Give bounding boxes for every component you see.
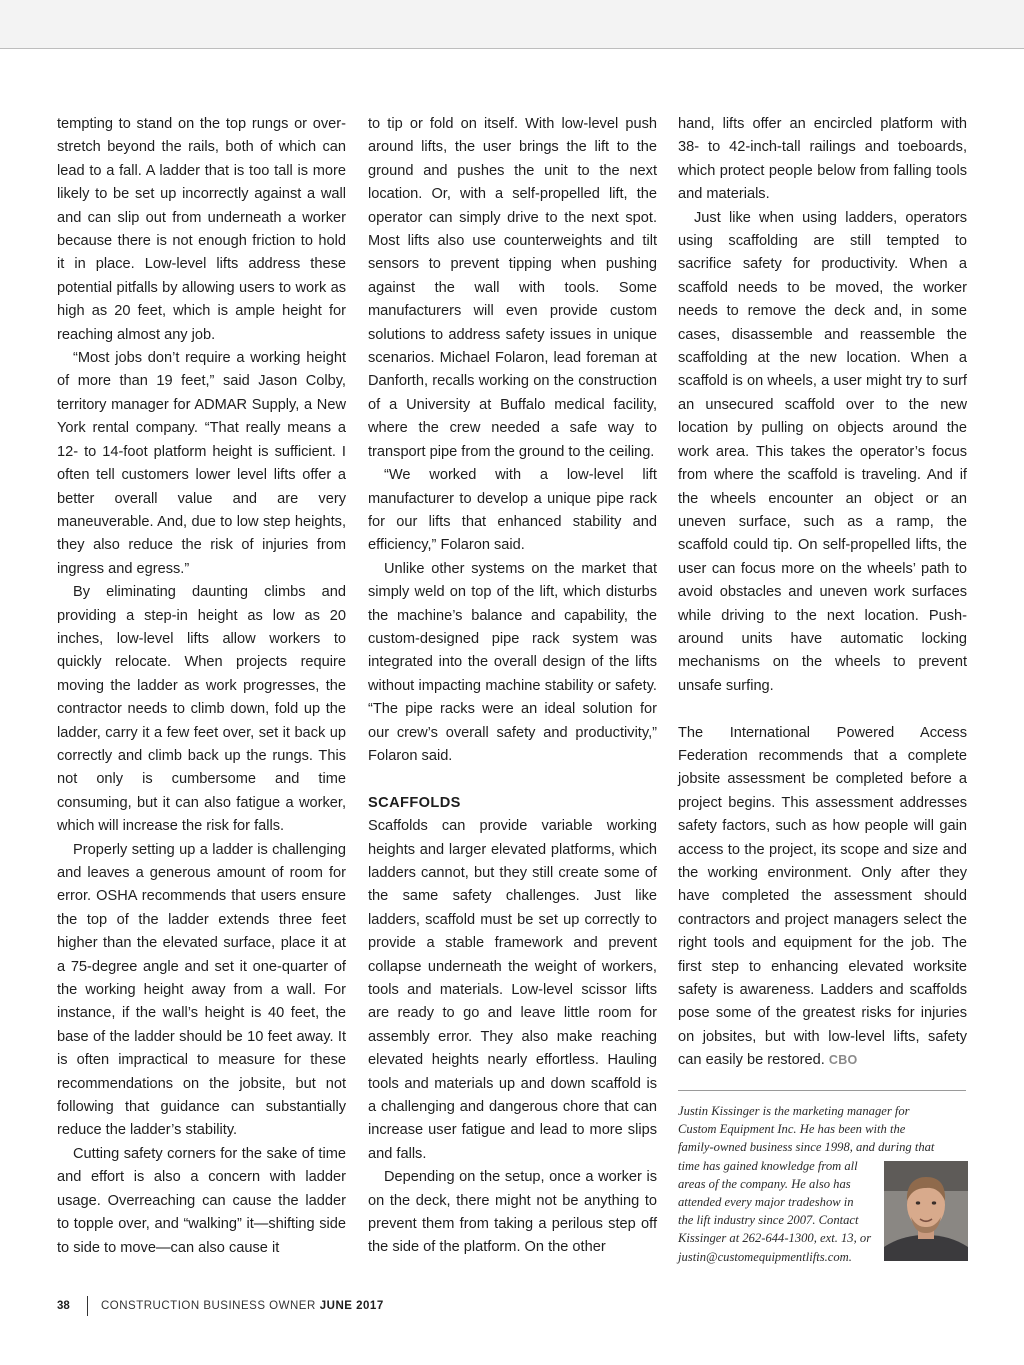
end-mark: CBO xyxy=(828,1053,858,1068)
paragraph: “We worked with a low-level lift manufacturer to develop a unique pipe rack for our lifts that enhanced stability and efficiency,” Folaron said. xyxy=(368,467,657,554)
paragraph: hand, lifts offer an encircled platform with 38- to 42-inch-tall railings and toeboards, which protect people below from falling tools and materials. xyxy=(678,116,967,203)
bio-line: time has gained knowledge from all xyxy=(678,1158,858,1173)
page-footer xyxy=(57,1296,384,1316)
bio-line: areas of the company. He also has xyxy=(678,1176,851,1191)
bio-line: justin@customequipmentlifts.com. xyxy=(678,1249,852,1264)
article-column-3 xyxy=(678,113,967,1073)
page-number: 38 xyxy=(57,1300,70,1312)
bio-divider xyxy=(678,1090,966,1091)
bio-line: family-owned business since 1998, and during that xyxy=(678,1140,935,1155)
paragraph: Unlike other systems on the market that simply weld on top of the lift, which disturbs the machine’s balance and capability, the custom-designed pipe rack system was integrated into the overall design of the lifts without impacting machine stability or safety. “The pipe racks were an ideal solution for our crew’s overall safety and productivity,” Folaron said. xyxy=(368,560,657,764)
paragraph-final-text: The International Powered Access Federation recommends that a complete jobsite assessment be completed before a project begins. This assessment addresses safety factors, such as how people will gain access to the project, its scope and size and the working environment. Only after they have completed the assessment should contractors and project managers select the right tools and equipment for the job. The first step to enhancing elevated worksite safety is awareness. Ladders and scaffolds pose some of the greatest risks for injuries on jobsites, but with low-level lifts, safety can easily be restored. xyxy=(678,724,967,1069)
bio-line: Justin Kissinger is the marketing manager for xyxy=(678,1104,910,1118)
bio-line: the lift industry since 2007. Contact xyxy=(678,1213,859,1228)
author-portrait-icon xyxy=(884,1161,968,1261)
paragraph-final xyxy=(678,722,967,1073)
paragraph: By eliminating daunting climbs and providing a step-in height as low as 20 inches, low-level lifts allow workers to quickly relocate. When projects require moving the ladder as work progresses, the contractor needs to climb down, fold up the ladder, carry it a few feet over, set it back up correctly and climb back up the rungs. This not only is cumbersome and time consuming, but it can also fatigue a worker, which will increase the risk for falls. xyxy=(57,584,346,835)
paragraph: tempting to stand on the top rungs or over-stretch beyond the rails, both of which can lead to a fall. A ladder that is too tall is more likely to be set up incorrectly against a wall and can slip out from underneath a worker because there is not enough friction to hold it in place. Low-level lifts address these potential pitfalls by allowing users to work as high as 20 feet, which is ample height for reaching almost any job. xyxy=(57,116,346,343)
article-column-2 xyxy=(368,113,657,1260)
article-column-1 xyxy=(57,113,346,1260)
bio-line: Kissinger at 262-644-1300, ext. 13, or xyxy=(678,1231,872,1246)
paragraph: “Most jobs don’t require a working height of more than 19 feet,” said Jason Colby, territory manager for ADMAR Supply, a New York rental company. “That really means a 12- to 14-foot platform height is sufficient. I often tell customers lower level lifts offer a better overall value and are very maneuverable. And, due to low step heights, they also reduce the risk of injuries from ingress and egress.” xyxy=(57,350,346,577)
issue-date: JUNE 2017 xyxy=(319,1300,384,1312)
publication-name: CONSTRUCTION BUSINESS OWNER xyxy=(101,1300,316,1312)
paragraph: Just like when using ladders, operators using scaffolding are still tempted to sacrifice safety for productivity. When a scaffold needs to be moved, the worker needs to remove the deck and, in some cases, disassemble and reassemble the scaffolding at the new location. When a scaffold is on wheels, a user might try to surf an unsecured scaffold over to the new location by pulling on objects around the work area. This takes the operator’s focus from where the scaffold is traveling. And if the wheels encounter an object or an uneven surface, such as a ramp, the scaffold could tip. On self-propelled lifts, the user can focus more on the wheels’ path to avoid obstacles and uneven work surfaces while driving to the next location. Push-around units have automatic locking mechanisms on the wheels to prevent unsafe surfing. xyxy=(678,209,967,694)
viewer-top-bar xyxy=(0,0,1024,49)
paragraph: to tip or fold on itself. With low-level push around lifts, the user brings the lift to the ground and pushes the unit to the next location. Or, with a self-propelled lift, the operator can simply drive to the next spot. Most lifts also use counterweights and tilt sensors to prevent tipping when pushing against the wall with tools. Some manufacturers will even provide custom solutions to address safety issues in unique scenarios. Michael Folaron, lead foreman at Danforth, recalls working on the construction of a University at Buffalo medical facility, where the crew needed a safe way to transport pipe from the ground to the ceiling. xyxy=(368,116,657,460)
bio-line: Custom Equipment Inc. He has been with the xyxy=(678,1122,906,1137)
footer-divider xyxy=(87,1296,88,1316)
paragraph: Properly setting up a ladder is challenging and leaves a generous amount of room for error. OSHA recommends that users ensure the top of the ladder extends three feet higher than the elevated surface, place it at a 75-degree angle and set it one-quarter of the working height away from a wall. For instance, if the wall’s height is 40 feet, the base of the ladder should be 10 feet away. It is often impractical to measure for these recommendations on the jobsite, but not following that guidance can substantially reduce the ladder’s stability. xyxy=(57,841,346,1139)
bio-line: attended every major tradeshow in xyxy=(678,1195,854,1210)
paragraph: Depending on the setup, once a worker is on the deck, there might not be anything to prevent them from taking a perilous step off the side of the platform. On the other xyxy=(368,1169,657,1256)
paragraph: Scaffolds can provide variable working heights and larger elevated platforms, which ladders cannot, but they still create some of the same safety challenges. Just like ladders, scaffold must be set up correctly to provide a stable framework and prevent collapse underneath the weight of workers, tools and materials. Low-level scissor lifts are ready to go and leave little room for assembly error. They also make reaching elevated heights nearly effortless. Hauling tools and materials up and down scaffold is a challenging and dangerous chore that can increase user fatigue and lead to more slips and falls. xyxy=(368,818,657,1162)
section-heading-scaffolds: SCAFFOLDS xyxy=(368,794,461,811)
paragraph: Cutting safety corners for the sake of time and effort is also a concern with ladder usage. Overreaching can cause the ladder to topple over, and “walking” it—shifting side to side to move—can also cause it xyxy=(57,1145,346,1256)
